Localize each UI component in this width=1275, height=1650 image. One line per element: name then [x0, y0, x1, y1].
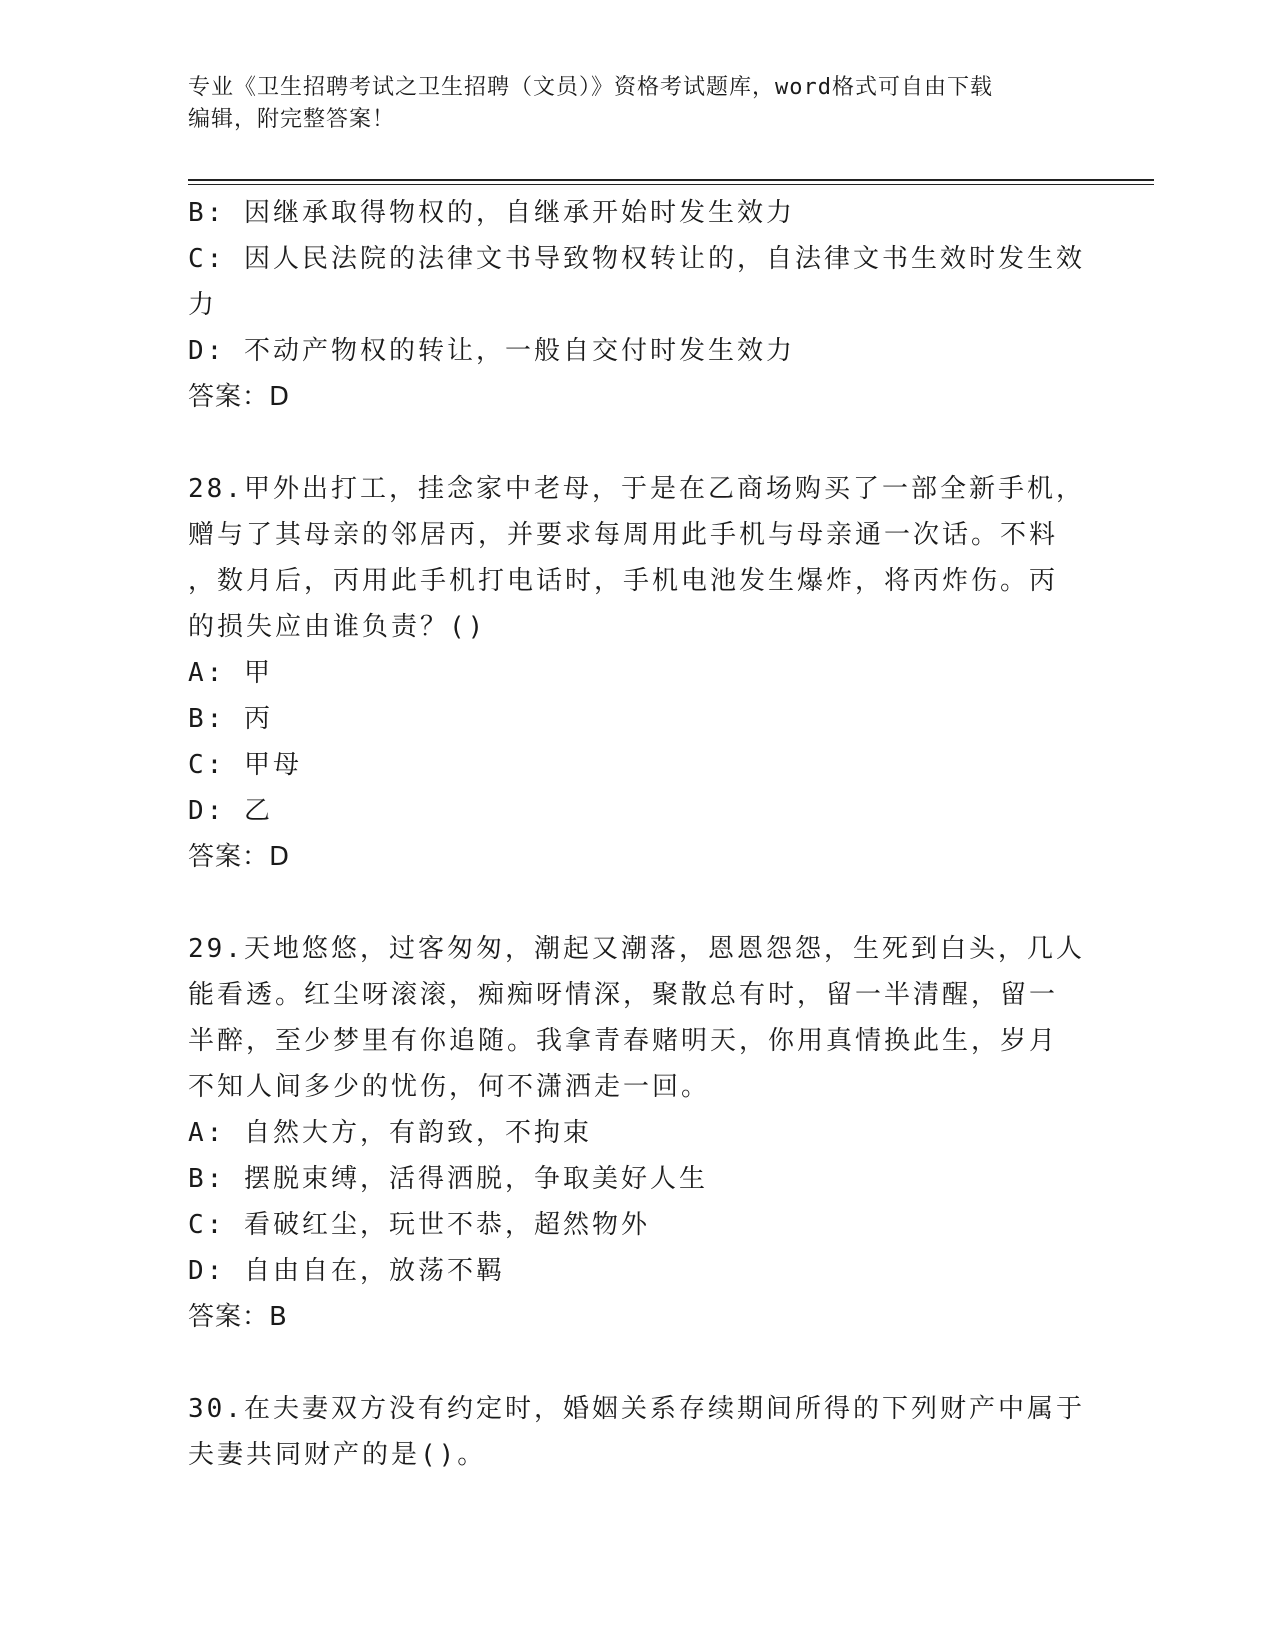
question-text-line: 不知人间多少的忧伤，何不潇洒走一回。 [188, 1072, 711, 1102]
answer: 答案：B [188, 1302, 288, 1332]
header-line-1: 专业《卫生招聘考试之卫生招聘（文员）》资格考试题库，word格式可自由下载 [188, 75, 993, 100]
question-text-line: 28.甲外出打工，挂念家中老母，于是在乙商场购买了一部全新手机， [188, 474, 1085, 504]
question-text-line: 的损失应由谁负责？() [188, 612, 487, 642]
option-a: A: 甲 [188, 658, 273, 688]
option-d: D: 乙 [188, 796, 273, 826]
option-b: B: 因继承取得物权的，自继承开始时发生效力 [188, 198, 795, 228]
question-28 [188, 466, 1088, 880]
header-divider-thick [188, 179, 1154, 181]
spacer [188, 420, 1088, 466]
question-text-line: 30.在夫妻双方没有约定时，婚姻关系存续期间所得的下列财产中属于 [188, 1394, 1085, 1424]
option-a: A: 自然大方，有韵致，不拘束 [188, 1118, 592, 1148]
header-divider-thin [188, 184, 1154, 185]
question-text-line: 能看透。红尘呀滚滚，痴痴呀情深，聚散总有时，留一半清醒，留一 [188, 980, 1059, 1010]
question-text-line: 赠与了其母亲的邻居丙，并要求每周用此手机与母亲通一次话。不料 [188, 520, 1059, 550]
option-c-line-2: 力 [188, 290, 218, 320]
answer: 答案：D [188, 382, 291, 412]
question-29 [188, 926, 1088, 1340]
spacer [188, 880, 1088, 926]
option-d: D: 自由自在，放荡不羁 [188, 1256, 505, 1286]
answer: 答案：D [188, 842, 291, 872]
option-c-line-1: C: 因人民法院的法律文书导致物权转让的，自法律文书生效时发生效 [188, 244, 1085, 274]
question-text-line: 半醉，至少梦里有你追随。我拿青春赌明天，你用真情换此生，岁月 [188, 1026, 1059, 1056]
question-text-line: 夫妻共同财产的是()。 [188, 1440, 487, 1470]
question-content [188, 190, 1088, 1478]
option-c: C: 甲母 [188, 750, 302, 780]
spacer [188, 1340, 1088, 1386]
document-header [188, 72, 1088, 136]
option-b: B: 摆脱束缚，活得洒脱，争取美好人生 [188, 1164, 708, 1194]
option-d: D: 不动产物权的转让，一般自交付时发生效力 [188, 336, 795, 366]
question-30 [188, 1386, 1088, 1478]
option-b: B: 丙 [188, 704, 273, 734]
option-c: C: 看破红尘，玩世不恭，超然物外 [188, 1210, 650, 1240]
question-text-line: ，数月后，丙用此手机打电话时，手机电池发生爆炸，将丙炸伤。丙 [188, 566, 1059, 596]
question-text-line: 29.天地悠悠，过客匆匆，潮起又潮落，恩恩怨怨，生死到白头，几人 [188, 934, 1085, 964]
header-line-2: 编辑，附完整答案！ [188, 107, 396, 132]
